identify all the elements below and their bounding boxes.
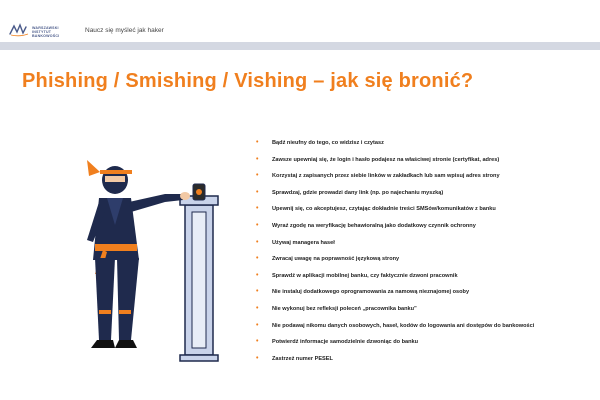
list-item: • Sprawdź w aplikacji mobilnej banku, czy faktycznie dzwoni pracownik xyxy=(256,272,596,289)
list-item: • Korzystaj z zapisanych przez siebie linków w zakładkach lub sam wpisuj adres strony xyxy=(256,172,596,189)
header-band xyxy=(0,42,600,50)
course-title: Naucz się myśleć jak haker xyxy=(85,27,164,34)
ninja-illustration xyxy=(85,150,235,380)
list-item: • Zawsze upewniaj się, że login i hasło podajesz na właściwej stronie (certyfikat, adres) xyxy=(256,156,596,173)
list-item: • Używaj managera haseł xyxy=(256,239,596,256)
list-item: • Nie podawaj nikomu danych osobowych, haseł, kodów do logowania ani dostępów do bankowości xyxy=(256,322,596,339)
list-item: • Bądź nieufny do tego, co widzisz i czytasz xyxy=(256,139,596,156)
list-item: • Potwierdź informacje samodzielnie dzwoniąc do banku xyxy=(256,338,596,355)
slide-title: Phishing / Smishing / Vishing – jak się bronić? xyxy=(22,70,474,92)
list-item: • Zastrzeż numer PESEL xyxy=(256,355,596,372)
list-item: • Zwracaj uwagę na poprawność językową strony xyxy=(256,255,596,272)
header-bar xyxy=(0,0,600,42)
list-item: • Nie wykonuj bez refleksji poleceń „pracownika banku” xyxy=(256,305,596,322)
list-item: • Nie instaluj dodatkowego oprogramowania za namową nieznajomej osoby xyxy=(256,288,596,305)
list-item: • Sprawdzaj, gdzie prowadzi dany link (np. po najechaniu myszką) xyxy=(256,189,596,206)
list-item: • Wyraź zgodę na weryfikację behawioralną jako dodatkowy czynnik ochronny xyxy=(256,222,596,239)
tips-list xyxy=(256,139,596,371)
list-item: • Upewnij się, co akceptujesz, czytając dokładnie treści SMSów/komunikatów z banku xyxy=(256,205,596,222)
logo-text: WARSZAWSKI INSTYTUT BANKOWOŚCI xyxy=(32,26,60,38)
